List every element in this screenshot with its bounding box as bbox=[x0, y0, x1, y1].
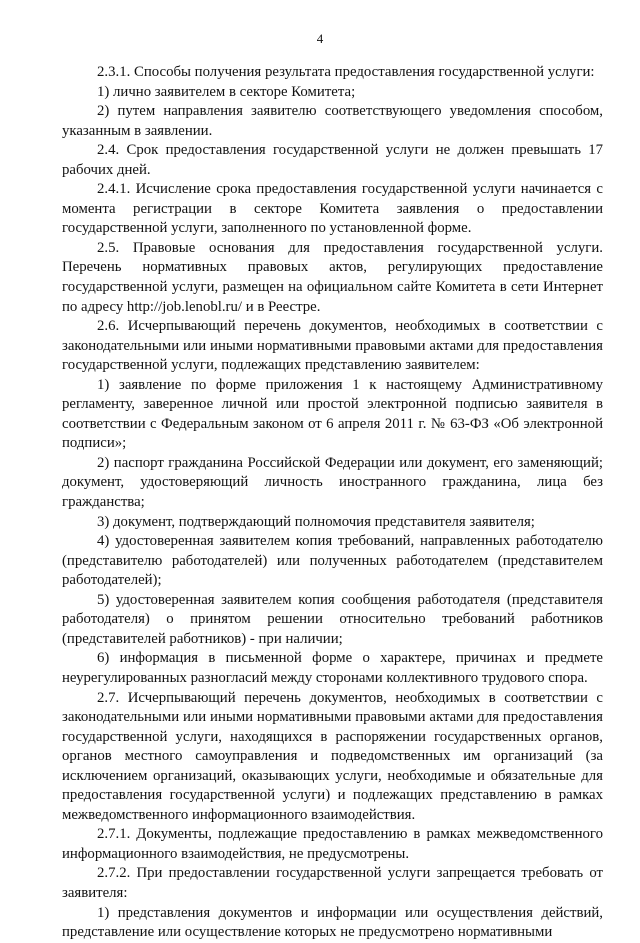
paragraph-2-3-1: 2.3.1. Способы получения результата предоставления государственной услуги: bbox=[97, 64, 595, 80]
paragraph-2-5: 2.5. Правовые основания для предоставления государственной услуги. Перечень нормативных правовых актов, регулирующих предоставление государственной услуги, размещен на официальном сайте Комитета в сети Интернет по адресу http://job.lenobl.ru/ и в Реестре. bbox=[62, 239, 603, 315]
paragraph-2-6-item-1: 1) заявление по форме приложения 1 к настоящему Административному регламенту, заверенное личной или простой электронной подписью заявителя в соответствии с Федеральным законом от 6 апреля 2011 г. № 63-ФЗ «Об электронной подписи»; bbox=[62, 376, 603, 452]
paragraph-2-6: 2.6. Исчерпывающий перечень документов, необходимых в соответствии с законодательными или иными нормативными правовыми актами для предоставления государственной услуги, подлежащих представлению заявителем: bbox=[62, 318, 603, 374]
paragraph-2-7-2-item-1: 1) представления документов и информации или осуществления действий, представление или осуществление которых не предусмотрено нормативными bbox=[62, 904, 603, 941]
paragraph-2-3-1-item-2: 2) путем направления заявителю соответствующего уведомления способом, указанным в заявлении. bbox=[62, 103, 603, 139]
paragraph-2-7-1: 2.7.1. Документы, подлежащие предоставлению в рамках межведомственного информационного взаимодействия, не предусмотрены. bbox=[62, 826, 603, 862]
paragraph-2-6-item-5: 5) удостоверенная заявителем копия сообщения работодателя (представителя работодателя) о принятом решении относительно требований работников (представителей работников) - при наличии; bbox=[62, 591, 603, 647]
paragraph-2-7-2: 2.7.2. При предоставлении государственной услуги запрещается требовать от заявителя: bbox=[62, 865, 603, 901]
document-body bbox=[62, 63, 603, 943]
paragraph-2-6-item-4: 4) удостоверенная заявителем копия требований, направленных работодателю (представителю работодателей) или полученных работодателем (представителем работодателей); bbox=[62, 533, 603, 589]
page-number: 4 bbox=[316, 31, 324, 46]
paragraph-2-7: 2.7. Исчерпывающий перечень документов, необходимых в соответствии с законодательными или иными нормативными правовыми актами для предоставления государственной услуги, находящихся в распоряжении государственных органов, органов местного самоуправления и подведомственных им организаций (за исключением организаций, оказывающих услуги, необходимые и обязательные для предоставления государственной услуги) и подлежащих представлению в рамках межведомственного информационного взаимодействия. bbox=[62, 689, 603, 823]
paragraph-2-6-item-3: 3) документ, подтверждающий полномочия представителя заявителя; bbox=[97, 513, 535, 530]
paragraph-2-6-item-2: 2) паспорт гражданина Российской Федерации или документ, его заменяющий; документ, удостоверяющий личность иностранного гражданина, лица без гражданства; bbox=[62, 454, 603, 511]
paragraph-2-4: 2.4. Срок предоставления государственной услуги не должен превышать 17 рабочих дней. bbox=[62, 142, 603, 178]
paragraph-2-3-1-item-1: 1) лично заявителем в секторе Комитета; bbox=[97, 83, 356, 100]
paragraph-2-6-item-6: 6) информация в письменной форме о характере, причинах и предмете неурегулированных разногласий между сторонами коллективного трудового спора. bbox=[62, 650, 603, 686]
paragraph-2-4-1: 2.4.1. Исчисление срока предоставления государственной услуги начинается с момента регистрации в секторе Комитета заявления о предоставлении государственной услуги, заполненного по установленной форме. bbox=[62, 181, 603, 237]
